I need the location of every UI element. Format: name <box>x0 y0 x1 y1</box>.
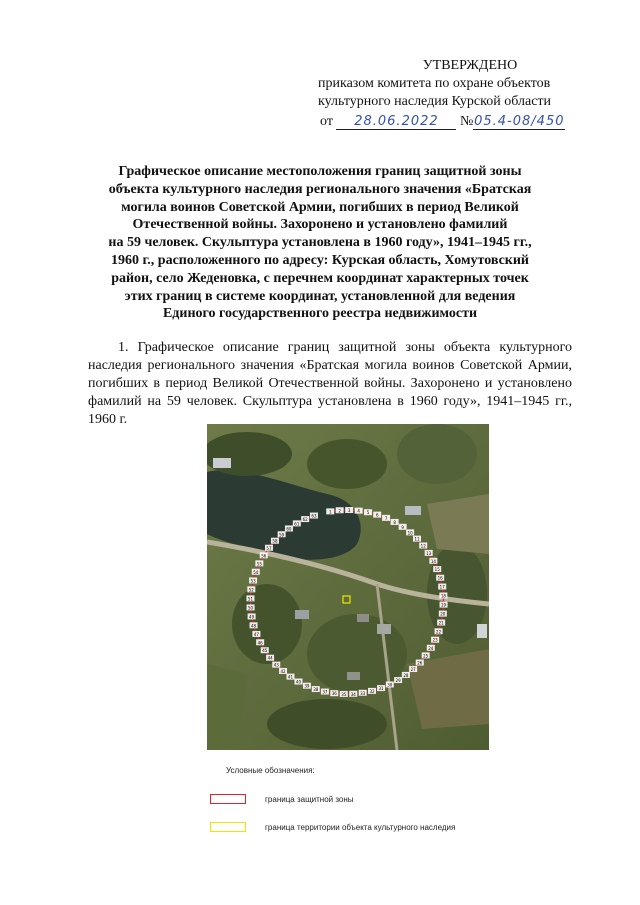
boundary-point-marker <box>340 691 348 697</box>
boundary-point-label: 41 <box>287 674 294 680</box>
boundary-point-label: 16 <box>437 575 443 581</box>
boundary-point-label: 61 <box>294 521 300 527</box>
boundary-point-label: 44 <box>267 655 273 661</box>
boundary-point-marker <box>255 560 263 566</box>
boundary-point-marker <box>438 584 446 590</box>
boundary-point-marker <box>247 586 255 592</box>
boundary-point-marker <box>419 542 427 548</box>
boundary-point-marker <box>252 631 260 637</box>
approval-line-1: приказом комитета по охране объектов <box>318 76 551 91</box>
boundary-point-label: 23 <box>432 637 438 643</box>
boundary-point-label: 60 <box>286 526 292 532</box>
boundary-point-marker <box>272 662 280 668</box>
boundary-point-label: 55 <box>256 561 262 567</box>
approval-date: 28.06.2022 <box>336 114 456 130</box>
boundary-point-marker <box>336 507 344 513</box>
boundary-point-label: 52 <box>248 587 254 593</box>
approval-block <box>300 57 620 131</box>
boundary-point-marker <box>301 516 309 522</box>
boundary-point-label: 7 <box>384 515 388 521</box>
document-title <box>80 163 560 323</box>
boundary-point-marker <box>391 519 399 525</box>
approval-line-2: культурного наследия Курской области <box>318 94 552 109</box>
boundary-point-marker <box>416 660 424 666</box>
boundary-point-marker <box>373 512 381 518</box>
boundary-point-label: 42 <box>280 668 286 674</box>
boundary-point-marker <box>377 685 385 691</box>
boundary-point-marker <box>359 690 367 696</box>
boundary-point-marker <box>278 531 286 537</box>
boundary-point-label: 58 <box>272 538 278 544</box>
boundary-point-label: 56 <box>261 553 267 559</box>
boundary-point-marker <box>399 524 407 530</box>
boundary-point-marker <box>247 604 255 610</box>
boundary-point-marker <box>440 602 448 608</box>
boundary-point-marker <box>249 577 257 583</box>
boundary-point-label: 57 <box>266 545 272 551</box>
boundary-point-marker <box>402 672 410 678</box>
approval-signature-line <box>300 113 620 131</box>
protection-zone-swatch <box>210 794 246 804</box>
boundary-point-marker <box>293 520 301 526</box>
title-line: на 59 человек. Скульптура установлена в 1960 году», 1941–1945 гг., <box>108 235 532 251</box>
boundary-point-label: 14 <box>430 558 436 564</box>
approval-heading: УТВЕРЖДЕНО <box>422 58 518 73</box>
boundary-point-marker <box>248 613 256 619</box>
boundary-point-label: 29 <box>395 678 401 684</box>
section-1-text: 1. Графическое описание границ защитной зоны объекта культурного наследия регионального значения «Братская могила воинов Советской Армии, погибших в период Великой Отечественной войны. Захоронено и установлено фамилий на 59 человек. Скульптура установлена в 1960 году», 1941–1945 гг., 1960 г. <box>88 340 572 427</box>
boundary-point-label: 26 <box>417 660 423 666</box>
boundary-point-marker <box>406 529 414 535</box>
approval-number: 05.4-08/450 <box>474 114 565 129</box>
boundary-point-label: 15 <box>434 567 440 573</box>
boundary-point-label: 62 <box>302 517 308 523</box>
title-line: объекта культурного наследия регионального значения «Братская <box>108 181 532 197</box>
boundary-point-marker <box>349 691 357 697</box>
boundary-point-marker <box>433 566 441 572</box>
section-1 <box>88 339 572 429</box>
boundary-point-marker <box>321 689 329 695</box>
boundary-point-marker <box>260 552 268 558</box>
boundary-point-label: 2 <box>338 508 341 514</box>
boundary-point-label: 43 <box>273 662 279 668</box>
boundary-point-label: 13 <box>426 550 432 556</box>
boundary-point-marker <box>364 509 372 515</box>
boundary-point-label: 31 <box>378 686 384 692</box>
boundary-point-marker <box>345 507 353 513</box>
boundary-point-marker <box>326 508 334 514</box>
boundary-point-label: 4 <box>357 508 360 514</box>
boundary-point-label: 11 <box>414 536 420 542</box>
boundary-point-label: 38 <box>313 687 319 693</box>
boundary-point-label: 46 <box>257 640 263 646</box>
boundary-point-label: 6 <box>375 512 379 518</box>
boundary-point-label: 17 <box>439 584 445 590</box>
number-label: № <box>459 114 474 129</box>
boundary-point-marker <box>286 674 294 680</box>
title-line: Единого государственного реестра недвижимости <box>162 306 478 322</box>
boundary-point-label: 59 <box>279 532 285 538</box>
boundary-point-marker <box>435 628 443 634</box>
boundary-point-label: 35 <box>341 691 347 697</box>
boundary-point-label: 48 <box>251 623 257 629</box>
boundary-point-label: 32 <box>369 688 375 694</box>
boundary-point-marker <box>265 545 273 551</box>
boundary-point-label: 40 <box>295 679 302 685</box>
boundary-point-marker <box>368 688 376 694</box>
boundary-point-label: 51 <box>247 596 254 602</box>
boundary-point-marker <box>409 666 417 672</box>
object-territory-swatch <box>210 822 246 832</box>
boundary-point-marker <box>279 668 287 674</box>
boundary-point-marker <box>437 620 445 626</box>
boundary-point-label: 25 <box>423 653 429 659</box>
boundary-point-label: 10 <box>407 530 413 536</box>
boundary-point-label: 22 <box>436 629 442 635</box>
boundary-point-marker <box>436 575 444 581</box>
legend-title: Условные обозначения: <box>226 766 315 775</box>
boundary-point-marker <box>294 679 302 685</box>
boundary-point-marker <box>266 655 274 661</box>
satellite-map <box>207 424 489 750</box>
boundary-point-marker <box>386 681 394 687</box>
boundary-point-label: 30 <box>387 682 393 688</box>
boundary-point-label: 54 <box>253 569 259 575</box>
boundary-point-label: 47 <box>253 631 259 637</box>
boundary-point-label: 63 <box>311 513 317 519</box>
boundary-point-label: 45 <box>262 648 268 654</box>
boundary-point-label: 39 <box>304 683 310 689</box>
boundary-point-label: 21 <box>438 620 444 626</box>
boundary-point-label: 19 <box>441 602 447 608</box>
boundary-point-marker <box>422 652 430 658</box>
boundary-point-label: 9 <box>401 524 404 530</box>
title-line: могила воинов Советской Армии, погибших в период Великой <box>121 199 519 215</box>
legend-item-label: граница защитной зоны <box>265 795 354 804</box>
satellite-map-image <box>207 424 489 750</box>
title-line: Графическое описание местоположения границ защитной зоны <box>118 164 522 179</box>
boundary-point-marker <box>310 513 318 519</box>
boundary-point-marker <box>439 593 447 599</box>
boundary-point-marker <box>250 622 258 628</box>
boundary-point-label: 8 <box>393 519 396 525</box>
boundary-point-marker <box>285 525 293 531</box>
boundary-point-label: 27 <box>410 667 416 673</box>
boundary-point-marker <box>394 677 402 683</box>
boundary-point-label: 24 <box>428 645 434 651</box>
boundary-point-label: 5 <box>366 510 370 516</box>
boundary-point-label: 28 <box>403 672 409 678</box>
boundary-point-label: 36 <box>331 691 337 697</box>
boundary-point-label: 37 <box>322 689 328 695</box>
boundary-point-label: 3 <box>347 508 351 514</box>
boundary-point-label: 18 <box>440 593 446 599</box>
boundary-point-marker <box>271 538 279 544</box>
boundary-point-marker <box>303 683 311 689</box>
boundary-point-marker <box>429 558 437 564</box>
boundary-point-marker <box>413 536 421 542</box>
legend-item-label: граница территории объекта культурного наследия <box>265 823 456 832</box>
boundary-point-label: 53 <box>250 578 256 584</box>
boundary-point-marker <box>431 637 439 643</box>
boundary-point-marker <box>330 690 338 696</box>
title-line: Отечественной войны. Захоронено и установлено фамилий <box>132 217 508 233</box>
boundary-point-marker <box>312 686 320 692</box>
from-label: от <box>320 114 333 129</box>
boundary-point-marker <box>382 515 390 521</box>
title-line: этих границ в системе координат, установленной для ведения <box>124 288 516 304</box>
title-line: район, село Жеденовка, с перечнем координат характерных точек <box>111 270 529 286</box>
boundary-point-label: 50 <box>248 605 254 611</box>
boundary-point-marker <box>439 611 447 617</box>
boundary-point-label: 12 <box>420 543 426 549</box>
boundary-point-label: 34 <box>350 691 356 697</box>
title-line: 1960 г., расположенного по адресу: Курская область, Хомутовский <box>111 252 529 268</box>
boundary-point-label: 20 <box>440 611 446 617</box>
boundary-point-marker <box>261 647 269 653</box>
boundary-point-marker <box>425 550 433 556</box>
boundary-point-marker <box>256 639 264 645</box>
boundary-point-label: 1 <box>328 509 332 515</box>
boundary-point-label: 33 <box>360 690 366 696</box>
boundary-point-marker <box>427 645 435 651</box>
boundary-point-marker <box>252 569 260 575</box>
boundary-point-marker <box>246 595 254 601</box>
boundary-point-label: 49 <box>249 614 255 620</box>
boundary-point-marker <box>355 508 363 514</box>
